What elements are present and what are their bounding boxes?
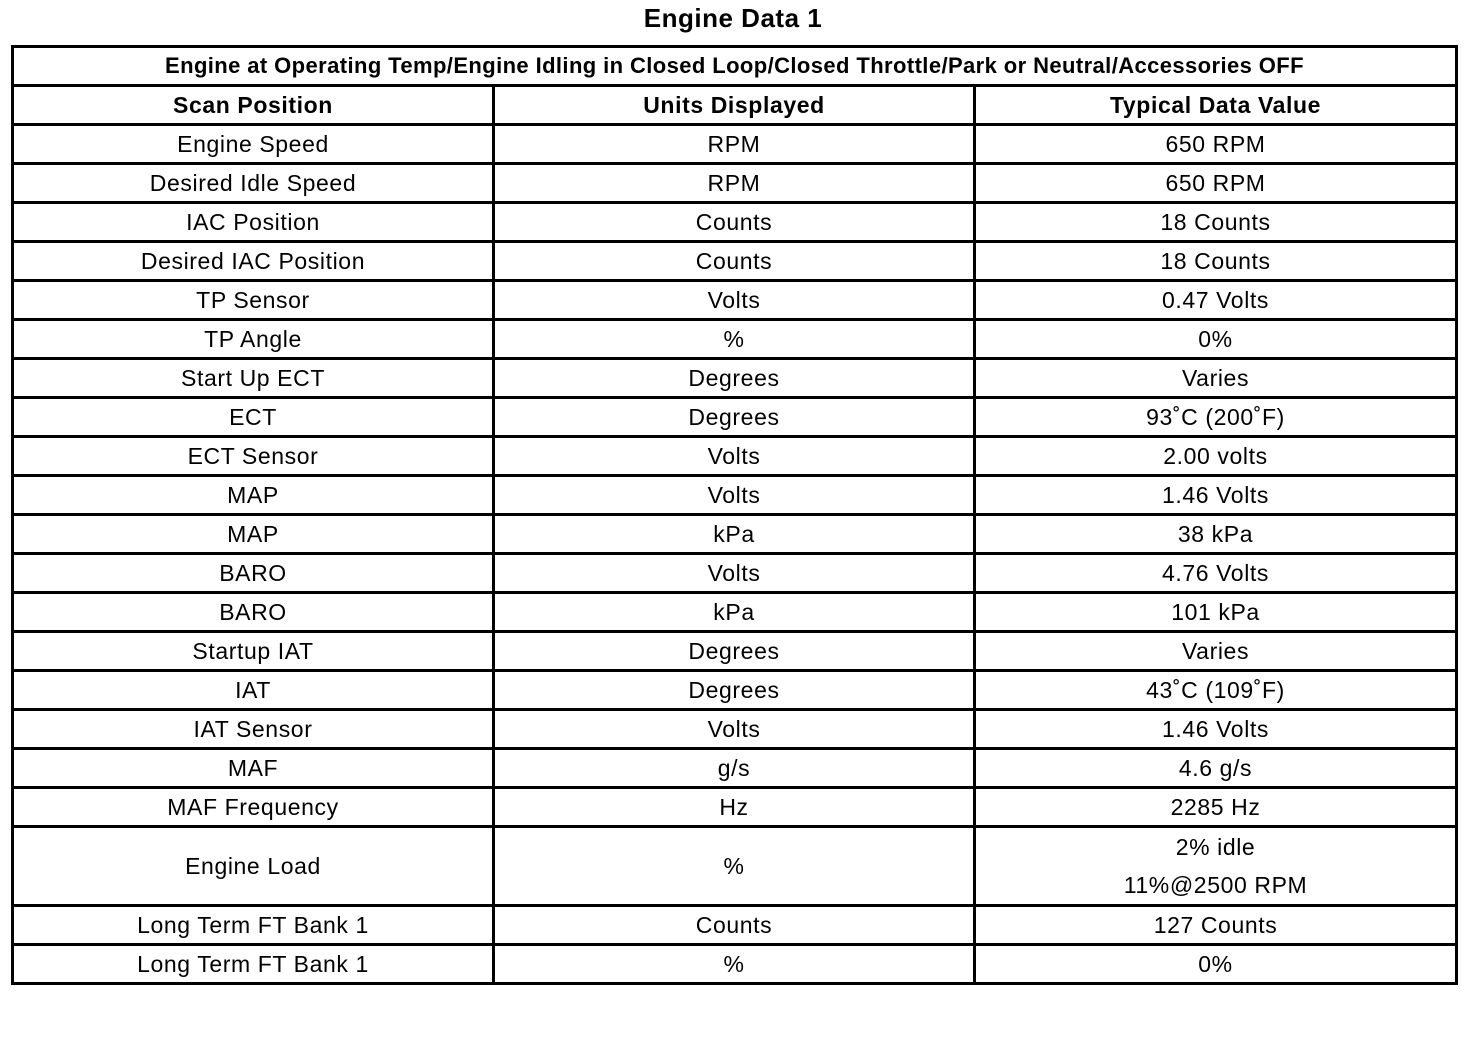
table-row bbox=[13, 593, 1457, 632]
typical-data-value-cell: 38 kPa bbox=[975, 515, 1457, 554]
units-displayed-cell: kPa bbox=[494, 515, 975, 554]
table-row bbox=[13, 359, 1457, 398]
column-header-typical-data-value: Typical Data Value bbox=[975, 86, 1457, 125]
table-row bbox=[13, 827, 1457, 906]
scan-position-cell: TP Sensor bbox=[13, 281, 494, 320]
typical-data-value-cell: 1.46 Volts bbox=[975, 476, 1457, 515]
typical-data-value-cell: 2285 Hz bbox=[975, 788, 1457, 827]
scan-position-cell: Engine Speed bbox=[13, 125, 494, 164]
typical-data-value-cell: 650 RPM bbox=[975, 164, 1457, 203]
column-header-units-displayed: Units Displayed bbox=[494, 86, 975, 125]
typical-data-value-cell: 0.47 Volts bbox=[975, 281, 1457, 320]
scan-position-cell: Long Term FT Bank 1 bbox=[13, 945, 494, 984]
table-row bbox=[13, 437, 1457, 476]
units-displayed-cell: Volts bbox=[494, 554, 975, 593]
table-row bbox=[13, 476, 1457, 515]
scan-position-cell: TP Angle bbox=[13, 320, 494, 359]
table-row bbox=[13, 671, 1457, 710]
units-displayed-cell: Volts bbox=[494, 476, 975, 515]
units-displayed-cell: RPM bbox=[494, 164, 975, 203]
page-title: Engine Data 1 bbox=[643, 3, 823, 33]
typical-data-value-cell: 4.6 g/s bbox=[975, 749, 1457, 788]
condition-row bbox=[13, 47, 1457, 86]
units-displayed-cell: % bbox=[494, 827, 975, 906]
scan-position-cell: ECT Sensor bbox=[13, 437, 494, 476]
typical-data-value-cell bbox=[975, 827, 1457, 906]
table-row bbox=[13, 749, 1457, 788]
units-displayed-cell: Counts bbox=[494, 242, 975, 281]
scan-position-cell: MAP bbox=[13, 515, 494, 554]
table-row bbox=[13, 242, 1457, 281]
typical-data-value-cell: Varies bbox=[975, 632, 1457, 671]
scan-position-cell: Engine Load bbox=[13, 827, 494, 906]
typical-data-value-cell: 93˚C (200˚F) bbox=[975, 398, 1457, 437]
table-row bbox=[13, 125, 1457, 164]
scan-position-cell: MAF Frequency bbox=[13, 788, 494, 827]
scan-position-cell: Desired IAC Position bbox=[13, 242, 494, 281]
scan-position-cell: Start Up ECT bbox=[13, 359, 494, 398]
scan-position-cell: MAP bbox=[13, 476, 494, 515]
table-row bbox=[13, 515, 1457, 554]
units-displayed-cell: % bbox=[494, 320, 975, 359]
table-row bbox=[13, 164, 1457, 203]
table-row bbox=[13, 203, 1457, 242]
scan-position-cell: Long Term FT Bank 1 bbox=[13, 906, 494, 945]
scan-position-cell: BARO bbox=[13, 593, 494, 632]
table-row bbox=[13, 320, 1457, 359]
units-displayed-cell: RPM bbox=[494, 125, 975, 164]
typical-data-value-line: 11%@2500 RPM bbox=[1123, 872, 1308, 898]
column-header-scan-position: Scan Position bbox=[13, 86, 494, 125]
typical-data-value-cell: 1.46 Volts bbox=[975, 710, 1457, 749]
scan-position-cell: BARO bbox=[13, 554, 494, 593]
table-row bbox=[13, 906, 1457, 945]
typical-data-value-cell: 18 Counts bbox=[975, 242, 1457, 281]
typical-data-value-line: 2% idle bbox=[1175, 834, 1256, 860]
table-row bbox=[13, 632, 1457, 671]
engine-data-table bbox=[11, 45, 1458, 985]
units-displayed-cell: kPa bbox=[494, 593, 975, 632]
units-displayed-cell: Counts bbox=[494, 906, 975, 945]
typical-data-value-cell: 43˚C (109˚F) bbox=[975, 671, 1457, 710]
units-displayed-cell: % bbox=[494, 945, 975, 984]
units-displayed-cell: g/s bbox=[494, 749, 975, 788]
typical-data-value-cell: 18 Counts bbox=[975, 203, 1457, 242]
table-row bbox=[13, 554, 1457, 593]
typical-data-value-cell: 4.76 Volts bbox=[975, 554, 1457, 593]
table-row bbox=[13, 945, 1457, 984]
typical-data-value-cell: 0% bbox=[975, 945, 1457, 984]
scan-position-cell: IAT Sensor bbox=[13, 710, 494, 749]
scan-position-cell: MAF bbox=[13, 749, 494, 788]
scan-position-cell: Desired Idle Speed bbox=[13, 164, 494, 203]
condition-header: Engine at Operating Temp/Engine Idling in Closed Loop/Closed Throttle/Park or Neutral/Accessories OFF bbox=[13, 47, 1457, 86]
scan-position-cell: ECT bbox=[13, 398, 494, 437]
units-displayed-cell: Degrees bbox=[494, 671, 975, 710]
typical-data-value-cell: 127 Counts bbox=[975, 906, 1457, 945]
typical-data-value-cell: Varies bbox=[975, 359, 1457, 398]
scan-position-cell: IAT bbox=[13, 671, 494, 710]
table-row bbox=[13, 281, 1457, 320]
table-row bbox=[13, 398, 1457, 437]
scan-position-cell: Startup IAT bbox=[13, 632, 494, 671]
typical-data-value-cell: 2.00 volts bbox=[975, 437, 1457, 476]
units-displayed-cell: Volts bbox=[494, 281, 975, 320]
units-displayed-cell: Hz bbox=[494, 788, 975, 827]
units-displayed-cell: Degrees bbox=[494, 398, 975, 437]
units-displayed-cell: Volts bbox=[494, 710, 975, 749]
typical-data-value-cell: 650 RPM bbox=[975, 125, 1457, 164]
units-displayed-cell: Counts bbox=[494, 203, 975, 242]
typical-data-value-cell: 101 kPa bbox=[975, 593, 1457, 632]
units-displayed-cell: Degrees bbox=[494, 632, 975, 671]
typical-data-value-cell: 0% bbox=[975, 320, 1457, 359]
units-displayed-cell: Degrees bbox=[494, 359, 975, 398]
scan-position-cell: IAC Position bbox=[13, 203, 494, 242]
table-row bbox=[13, 710, 1457, 749]
column-header-row bbox=[13, 86, 1457, 125]
table-row bbox=[13, 788, 1457, 827]
units-displayed-cell: Volts bbox=[494, 437, 975, 476]
